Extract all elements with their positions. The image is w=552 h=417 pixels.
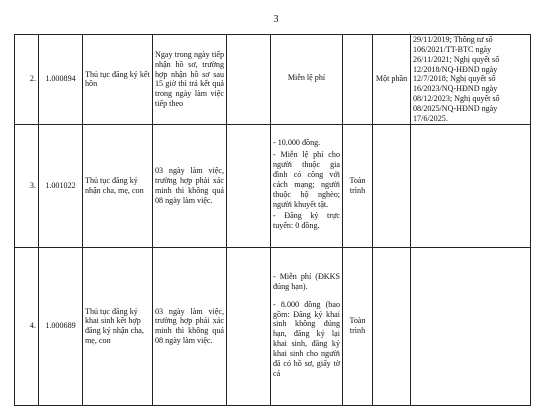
implementation-mode: Toàn trình xyxy=(343,124,373,247)
fee-item: - 10.000 đồng. xyxy=(273,138,321,148)
fee-item: Miễn lệ phí xyxy=(287,73,326,83)
legal-line: 26/11/2021; Nghị quyết số xyxy=(413,54,500,64)
empty-cell xyxy=(411,124,531,247)
fee-item: - Miễn lệ phí cho người thuộc gia đình có công với cách mạng; người thuộc hộ nghèo; người khuyết tật. xyxy=(273,150,340,209)
procedure-name: Thủ tục đăng ký khai sinh kết hợp đăng ký nhận cha, mẹ, con xyxy=(83,247,153,405)
legal-line: 29/11/2019; Thông tư số xyxy=(413,35,493,44)
procedure-table xyxy=(14,34,531,406)
legal-line: 16/2023/NQ-HĐND ngày xyxy=(413,84,498,94)
fee-cell xyxy=(271,35,343,125)
empty-cell xyxy=(411,247,531,405)
fee-cell xyxy=(271,247,343,405)
fee-cell xyxy=(271,124,343,247)
empty-cell xyxy=(373,124,411,247)
legal-line: 12/7/2018; Nghị quyết số xyxy=(413,74,496,84)
processing-time: 03 ngày làm việc, trường hợp phải xác minh thì không quá 08 ngày làm việc. xyxy=(153,124,227,247)
implementation-mode: Toàn trình xyxy=(343,247,373,405)
legal-line: 106/2021/TT-BTC ngày xyxy=(413,44,492,54)
processing-time: 03 ngày làm việc, trường hợp phải xác minh thì không quá 08 ngày làm việc. xyxy=(153,247,227,405)
empty-cell xyxy=(227,247,271,405)
procedure-code: 1.000689 xyxy=(39,247,83,405)
table-row xyxy=(15,35,531,125)
row-number: 2. xyxy=(15,35,39,125)
empty-cell xyxy=(227,35,271,125)
row-number: 3. xyxy=(15,124,39,247)
procedure-code: 1.000894 xyxy=(39,35,83,125)
empty-cell xyxy=(343,35,373,125)
page-number: 3 xyxy=(273,14,279,25)
service-level: Một phần xyxy=(373,35,411,125)
empty-cell xyxy=(227,124,271,247)
legal-line: 12/2018/NQ-HĐND ngày xyxy=(413,64,498,74)
empty-cell xyxy=(373,247,411,405)
legal-line: 08/12/2023; Nghị quyết số xyxy=(413,94,500,104)
processing-time: Ngay trong ngày tiếp nhận hồ sơ, trường hợp nhận hồ sơ sau 15 giờ thì trả kết quả trong ngày làm việc tiếp theo xyxy=(153,35,227,125)
fee-item: - Miễn phí (ĐKKS đúng hạn). xyxy=(273,271,340,291)
legal-line: 08/2025/NQ-HĐND ngày xyxy=(413,104,498,114)
fee-item: - 8.000 đồng (bao gồm: Đăng ký khai sinh không đúng hạn, đăng ký lại khai sinh, đăng ký khai sinh cho người đã có hồ sơ, giấy tờ cá xyxy=(273,299,340,378)
procedure-name: Thủ tục đăng ký kết hôn xyxy=(83,35,153,125)
table-row xyxy=(15,124,531,247)
row-number: 4. xyxy=(15,247,39,405)
legal-line: 17/6/2025. xyxy=(413,113,448,123)
legal-basis xyxy=(411,35,531,125)
fee-item: - Đăng ký trực tuyến: 0 đồng. xyxy=(273,211,340,231)
procedure-name: Thủ tục đăng ký nhận cha, mẹ, con xyxy=(83,124,153,247)
table-row xyxy=(15,247,531,405)
procedure-code: 1.001022 xyxy=(39,124,83,247)
